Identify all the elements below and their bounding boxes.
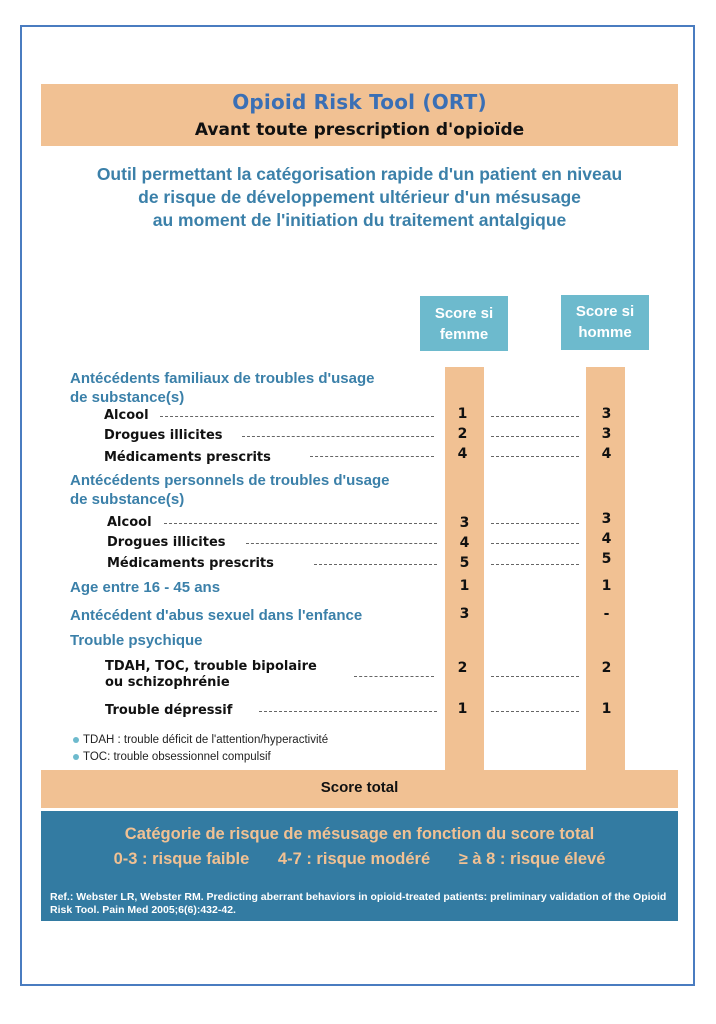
item-personnel-medicaments: Médicaments prescrits [107, 556, 274, 571]
score-homme: - [603, 606, 610, 622]
leader-dash [491, 676, 579, 677]
score-femme: 5 [459, 555, 470, 571]
score-femme: 1 [457, 406, 468, 422]
score-femme: 4 [459, 535, 470, 551]
risk-levels [41, 850, 678, 869]
section-age: Age entre 16 - 45 ans [70, 579, 221, 596]
intro-line: Outil permettant la catégorisation rapide d'un patient en niveau [96, 164, 623, 184]
item-personnel-alcool: Alcool [107, 515, 152, 530]
section-label: Antécédents familiaux de troubles d'usage [70, 370, 375, 387]
bullet-icon [73, 737, 79, 743]
intro-text [41, 163, 678, 232]
score-femme: 1 [457, 701, 468, 717]
leader-dash [491, 456, 579, 457]
score-total-row: Score total [41, 770, 678, 808]
score-homme: 1 [601, 578, 612, 594]
item-label: TDAH, TOC, trouble bipolaire [105, 659, 317, 674]
score-homme: 4 [601, 531, 612, 547]
section-abus: Antécédent d'abus sexuel dans l'enfance [70, 607, 363, 624]
item-familial-drogues: Drogues illicites [104, 428, 223, 443]
section-label: Antécédents personnels de troubles d'usage [70, 472, 390, 489]
leader-dash [491, 416, 579, 417]
intro-line: au moment de l'initiation du traitement antalgique [152, 210, 567, 230]
section-label: de substance(s) [70, 491, 185, 508]
score-homme: 5 [601, 551, 612, 567]
score-femme: 1 [459, 578, 470, 594]
item-psy-tdah [105, 659, 317, 691]
leader-dash [491, 436, 579, 437]
score-femme: 2 [457, 660, 468, 676]
score-homme: 3 [601, 426, 612, 442]
header-banner [41, 84, 678, 146]
item-familial-medicaments: Médicaments prescrits [104, 450, 271, 465]
score-femme: 4 [457, 446, 468, 462]
score-femme: 2 [457, 426, 468, 442]
leader-dash [310, 456, 434, 457]
section-label: de substance(s) [70, 389, 185, 406]
column-header-homme: Score si homme [561, 295, 649, 350]
leader-dash [491, 523, 579, 524]
bullet-icon [73, 754, 79, 760]
section-familial [70, 369, 374, 407]
column-header-femme: Score si femme [420, 296, 508, 351]
leader-dash [491, 711, 579, 712]
page-title: Opioid Risk Tool (ORT) [232, 90, 487, 114]
score-femme: 3 [459, 515, 470, 531]
score-homme: 1 [601, 701, 612, 717]
reference-text: Ref.: Webster LR, Webster RM. Predicting aberrant behaviors in opioid-treated patients: preliminary validation of the Opioid Risk Tool. Pain Med 2005;6(6):432-42. [50, 891, 667, 916]
risk-moderate: 4-7 : risque modéré [277, 850, 431, 868]
risk-low: 0-3 : risque faible [113, 850, 250, 868]
footnote-text: TDAH : trouble déficit de l'attention/hyperactivité [83, 734, 329, 746]
leader-dash [354, 676, 434, 677]
score-homme: 3 [601, 406, 612, 422]
leader-dash [246, 543, 437, 544]
score-homme: 3 [601, 511, 612, 527]
leader-dash [160, 416, 434, 417]
item-personnel-drogues: Drogues illicites [107, 535, 226, 550]
risk-category-band [41, 811, 678, 921]
intro-line: de risque de développement ultérieur d'un mésusage [138, 187, 581, 207]
section-personnel [70, 471, 389, 509]
leader-dash [242, 436, 434, 437]
leader-dash [259, 711, 437, 712]
page-subtitle: Avant toute prescription d'opioïde [194, 120, 525, 140]
footnote-text: TOC: trouble obsessionnel compulsif [83, 751, 271, 763]
risk-category-title: Catégorie de risque de mésusage en fonction du score total [124, 825, 595, 843]
item-psy-depressif: Trouble dépressif [105, 703, 233, 718]
leader-dash [491, 543, 579, 544]
footnote-tdah [73, 734, 328, 746]
item-label: ou schizophrénie [105, 675, 230, 690]
score-homme: 4 [601, 446, 612, 462]
leader-dash [314, 564, 437, 565]
footnote-toc [73, 751, 271, 763]
section-psy: Trouble psychique [70, 632, 203, 649]
score-femme: 3 [459, 606, 470, 622]
item-familial-alcool: Alcool [104, 408, 149, 423]
score-homme: 2 [601, 660, 612, 676]
leader-dash [164, 523, 437, 524]
leader-dash [491, 564, 579, 565]
risk-high: ≥ à 8 : risque élevé [458, 850, 606, 868]
